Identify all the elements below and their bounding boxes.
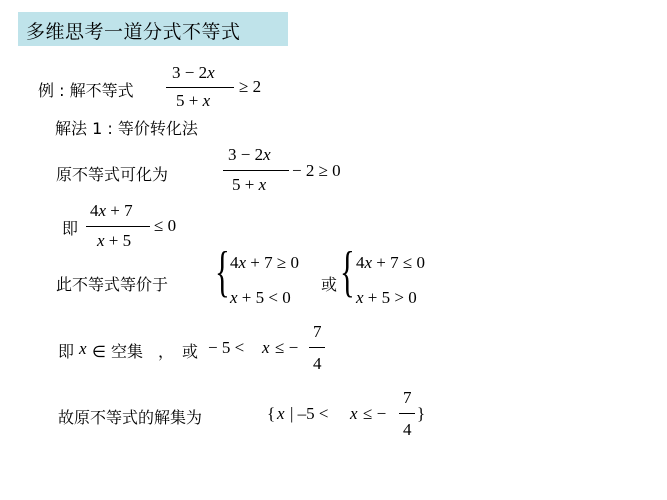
system2-line1-var: x [364,253,373,272]
answer-frac-den: 4 [403,420,412,439]
system1-line1-var: x [238,253,247,272]
step2-label: 即 [62,219,79,238]
system1-line1-coef: 4 [230,253,239,272]
step4-ineq-right: ≤ − [275,338,299,357]
system1-line2-var: x [230,288,238,307]
step4-var: x [79,339,87,358]
answer-frac-num: 7 [403,388,412,407]
system2-line2-var: x [356,288,364,307]
step2-numerator-var: x [98,201,107,220]
answer-ineq-var: x [350,404,358,423]
example-numerator [172,63,215,83]
step4-comma: ， [158,342,175,361]
example-relation: ≥ 2 [239,77,262,96]
step4-empty-set: ∈ 空集 [92,342,144,361]
system1-line1 [230,253,299,273]
system1-brace: { [215,241,230,303]
answer-var: x [277,404,285,423]
step1-numerator-var: x [263,145,271,164]
step1-rest: − 2 ≥ 0 [292,161,341,180]
step3-label: 此不等式等价于 [56,275,169,294]
step2-denominator-var: x [97,231,105,250]
step1-denominator-const: 5 + [232,175,259,194]
answer-bar-ineq: | –5 < [290,404,329,423]
answer-label: 故原不等式的解集为 [58,408,203,427]
system2-line1-rest: + 7 ≤ 0 [372,253,425,272]
system1-line1-rest: + 7 ≥ 0 [246,253,299,272]
example-label: 例 : 解不等式 [38,81,134,100]
step4-frac-num: 7 [313,322,322,341]
example-numerator-var: x [207,63,215,82]
example-denominator-const: 5 + [176,91,203,110]
step1-numerator [228,145,271,165]
system2-line2-rest: + 5 > 0 [363,288,417,307]
page-title: 多维思考一道分式不等式 [26,21,241,43]
example-numerator-coef: 3 − 2 [172,63,208,82]
step2-relation: ≤ 0 [154,216,177,235]
method-label: 解法 1 : 等价转化法 [55,119,198,138]
title-banner [18,12,288,46]
system2-line1 [356,253,425,273]
answer-close-brace: } [417,404,426,423]
step1-label: 原不等式可化为 [56,165,169,184]
system2-line1-coef: 4 [356,253,365,272]
step1-fraction-bar [223,170,289,171]
step4-fraction-bar [309,347,325,348]
answer-fraction-bar [399,413,415,414]
example-denominator [176,91,210,111]
or-label: 或 [321,275,338,294]
step1-numerator-coef: 3 − 2 [228,145,264,164]
example-fraction-bar [166,87,234,88]
step2-numerator [90,201,133,221]
step2-denominator-const: + 5 [104,231,132,250]
step4-or: 或 [182,342,199,361]
step2-numerator-coef: 4 [90,201,99,220]
step4-label: 即 [58,342,75,361]
step1-denominator [232,175,266,195]
step2-numerator-const: + 7 [106,201,133,220]
step2-denominator [97,231,131,251]
answer-open-brace: { [267,404,276,423]
answer-relation: ≤ − [363,404,387,423]
step2-fraction-bar [86,226,150,227]
step4-ineq-left: − 5 < [208,338,245,357]
system2-line2 [356,288,417,308]
step4-frac-den: 4 [313,354,322,373]
system2-brace: { [340,241,355,303]
example-denominator-var: x [202,91,211,110]
step1-denominator-var: x [258,175,267,194]
step4-ineq-var: x [262,338,270,357]
system1-line2-rest: + 5 < 0 [237,288,291,307]
system1-line2 [230,288,291,308]
